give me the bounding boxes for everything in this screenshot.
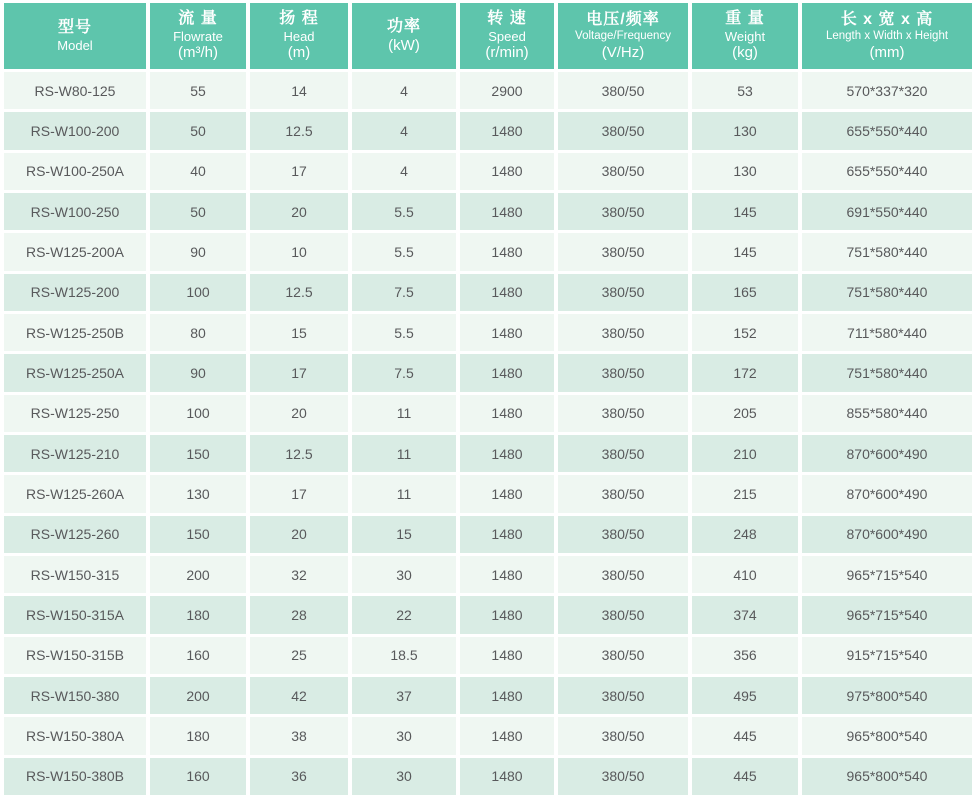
cell-head: 36 [250, 758, 348, 795]
cell-flowrate: 80 [150, 314, 246, 351]
cell-model: RS-W150-380B [4, 758, 146, 795]
cell-weight: 445 [692, 717, 798, 754]
cell-model: RS-W125-200A [4, 233, 146, 270]
header-en-label: Head [283, 28, 315, 44]
cell-voltage: 380/50 [558, 274, 688, 311]
cell-voltage: 380/50 [558, 556, 688, 593]
cell-dimensions: 751*580*440 [802, 354, 972, 391]
cell-speed: 1480 [460, 233, 554, 270]
cell-speed: 1480 [460, 314, 554, 351]
cell-voltage: 380/50 [558, 112, 688, 149]
cell-speed: 1480 [460, 475, 554, 512]
cell-dimensions: 965*800*540 [802, 758, 972, 795]
cell-voltage: 380/50 [558, 475, 688, 512]
header-en-label: Speed [488, 28, 526, 44]
cell-voltage: 380/50 [558, 395, 688, 432]
cell-flowrate: 90 [150, 233, 246, 270]
cell-weight: 410 [692, 556, 798, 593]
cell-weight: 374 [692, 596, 798, 633]
cell-voltage: 380/50 [558, 758, 688, 795]
cell-model: RS-W125-250 [4, 395, 146, 432]
cell-head: 12.5 [250, 435, 348, 472]
cell-speed: 1480 [460, 153, 554, 190]
cell-head: 20 [250, 193, 348, 230]
cell-dimensions: 870*600*490 [802, 435, 972, 472]
cell-voltage: 380/50 [558, 72, 688, 109]
table-row [4, 475, 972, 512]
cell-head: 20 [250, 516, 348, 553]
table-row [4, 153, 972, 190]
cell-model: RS-W150-315B [4, 637, 146, 674]
cell-model: RS-W125-200 [4, 274, 146, 311]
cell-head: 15 [250, 314, 348, 351]
header-zh-label: 功率 [386, 17, 421, 35]
cell-head: 42 [250, 677, 348, 714]
table-row [4, 758, 972, 795]
cell-head: 17 [250, 354, 348, 391]
cell-head: 17 [250, 153, 348, 190]
cell-weight: 165 [692, 274, 798, 311]
cell-model: RS-W125-260A [4, 475, 146, 512]
header-en-label: Length x Width x Height [825, 29, 949, 42]
table-row [4, 112, 972, 149]
cell-speed: 1480 [460, 717, 554, 754]
cell-dimensions: 751*580*440 [802, 233, 972, 270]
header-zh-label: 重 量 [725, 9, 765, 27]
cell-flowrate: 180 [150, 596, 246, 633]
column-header-flowrate [150, 3, 246, 69]
table-body [4, 72, 972, 795]
cell-dimensions: 711*580*440 [802, 314, 972, 351]
cell-speed: 1480 [460, 354, 554, 391]
cell-voltage: 380/50 [558, 354, 688, 391]
table-row [4, 395, 972, 432]
cell-flowrate: 160 [150, 637, 246, 674]
cell-voltage: 380/50 [558, 677, 688, 714]
cell-model: RS-W100-200 [4, 112, 146, 149]
cell-dimensions: 965*715*540 [802, 596, 972, 633]
cell-head: 28 [250, 596, 348, 633]
cell-dimensions: 751*580*440 [802, 274, 972, 311]
header-unit-label: (r/min) [485, 44, 529, 62]
header-zh-label: 转 速 [487, 9, 527, 27]
cell-weight: 130 [692, 153, 798, 190]
cell-head: 25 [250, 637, 348, 674]
cell-speed: 1480 [460, 556, 554, 593]
cell-speed: 1480 [460, 596, 554, 633]
header-unit-label: (kg) [732, 44, 758, 62]
cell-dimensions: 965*715*540 [802, 556, 972, 593]
header-zh-label: 扬 程 [279, 9, 319, 27]
cell-dimensions: 570*337*320 [802, 72, 972, 109]
header-row [4, 3, 972, 69]
header-unit-label: (mm) [869, 43, 905, 61]
cell-power: 5.5 [352, 193, 456, 230]
table-row [4, 274, 972, 311]
column-header-weight [692, 3, 798, 69]
cell-model: RS-W150-315 [4, 556, 146, 593]
cell-flowrate: 200 [150, 677, 246, 714]
cell-weight: 248 [692, 516, 798, 553]
cell-speed: 1480 [460, 193, 554, 230]
cell-model: RS-W100-250A [4, 153, 146, 190]
cell-power: 30 [352, 556, 456, 593]
cell-power: 11 [352, 475, 456, 512]
cell-model: RS-W125-260 [4, 516, 146, 553]
cell-flowrate: 50 [150, 193, 246, 230]
cell-power: 15 [352, 516, 456, 553]
cell-speed: 1480 [460, 677, 554, 714]
cell-head: 38 [250, 717, 348, 754]
header-unit-label: (m³/h) [178, 44, 218, 62]
cell-weight: 205 [692, 395, 798, 432]
cell-dimensions: 655*550*440 [802, 112, 972, 149]
cell-model: RS-W125-250A [4, 354, 146, 391]
table-row [4, 193, 972, 230]
cell-model: RS-W150-315A [4, 596, 146, 633]
header-unit-label: (m) [287, 44, 311, 62]
column-header-voltage [558, 3, 688, 69]
cell-flowrate: 90 [150, 354, 246, 391]
cell-flowrate: 100 [150, 395, 246, 432]
cell-dimensions: 870*600*490 [802, 516, 972, 553]
cell-speed: 1480 [460, 112, 554, 149]
cell-dimensions: 691*550*440 [802, 193, 972, 230]
cell-flowrate: 130 [150, 475, 246, 512]
header-en-label: Flowrate [173, 28, 223, 44]
column-header-head [250, 3, 348, 69]
cell-weight: 152 [692, 314, 798, 351]
cell-weight: 145 [692, 193, 798, 230]
table-header [4, 3, 972, 69]
cell-weight: 445 [692, 758, 798, 795]
cell-power: 18.5 [352, 637, 456, 674]
cell-power: 30 [352, 717, 456, 754]
cell-flowrate: 150 [150, 516, 246, 553]
cell-flowrate: 55 [150, 72, 246, 109]
table-row [4, 717, 972, 754]
cell-voltage: 380/50 [558, 717, 688, 754]
cell-dimensions: 915*715*540 [802, 637, 972, 674]
cell-dimensions: 975*800*540 [802, 677, 972, 714]
cell-voltage: 380/50 [558, 193, 688, 230]
cell-speed: 1480 [460, 516, 554, 553]
cell-power: 4 [352, 72, 456, 109]
cell-head: 32 [250, 556, 348, 593]
table-row [4, 435, 972, 472]
cell-weight: 215 [692, 475, 798, 512]
cell-weight: 130 [692, 112, 798, 149]
cell-voltage: 380/50 [558, 314, 688, 351]
cell-head: 12.5 [250, 274, 348, 311]
cell-dimensions: 655*550*440 [802, 153, 972, 190]
cell-weight: 53 [692, 72, 798, 109]
table-row [4, 677, 972, 714]
cell-model: RS-W100-250 [4, 193, 146, 230]
table-row [4, 516, 972, 553]
cell-speed: 1480 [460, 758, 554, 795]
cell-voltage: 380/50 [558, 435, 688, 472]
cell-head: 10 [250, 233, 348, 270]
cell-speed: 2900 [460, 72, 554, 109]
header-zh-label: 电压/频率 [586, 10, 660, 28]
cell-dimensions: 965*800*540 [802, 717, 972, 754]
cell-power: 37 [352, 677, 456, 714]
table-row [4, 596, 972, 633]
header-zh-label: 型号 [57, 19, 92, 37]
header-zh-label: 长 x 宽 x 高 [840, 10, 934, 28]
cell-power: 11 [352, 395, 456, 432]
table-row [4, 354, 972, 391]
cell-power: 11 [352, 435, 456, 472]
cell-speed: 1480 [460, 274, 554, 311]
cell-head: 17 [250, 475, 348, 512]
header-zh-label: 流 量 [178, 9, 218, 27]
column-header-power [352, 3, 456, 69]
cell-model: RS-W125-210 [4, 435, 146, 472]
cell-model: RS-W150-380A [4, 717, 146, 754]
cell-power: 7.5 [352, 354, 456, 391]
cell-speed: 1480 [460, 395, 554, 432]
cell-model: RS-W150-380 [4, 677, 146, 714]
cell-power: 7.5 [352, 274, 456, 311]
cell-voltage: 380/50 [558, 153, 688, 190]
cell-dimensions: 855*580*440 [802, 395, 972, 432]
column-header-model [4, 3, 146, 69]
cell-weight: 172 [692, 354, 798, 391]
cell-voltage: 380/50 [558, 637, 688, 674]
table-row [4, 637, 972, 674]
header-unit-label: (kW) [388, 36, 420, 54]
cell-speed: 1480 [460, 637, 554, 674]
cell-flowrate: 160 [150, 758, 246, 795]
cell-voltage: 380/50 [558, 233, 688, 270]
header-en-label: Model [57, 38, 93, 54]
table-row [4, 233, 972, 270]
table-row [4, 72, 972, 109]
cell-model: RS-W125-250B [4, 314, 146, 351]
cell-power: 5.5 [352, 233, 456, 270]
cell-flowrate: 180 [150, 717, 246, 754]
cell-model: RS-W80-125 [4, 72, 146, 109]
table-row [4, 556, 972, 593]
cell-power: 22 [352, 596, 456, 633]
table-row [4, 314, 972, 351]
cell-head: 20 [250, 395, 348, 432]
cell-dimensions: 870*600*490 [802, 475, 972, 512]
cell-flowrate: 50 [150, 112, 246, 149]
header-unit-label: (V/Hz) [601, 43, 645, 61]
cell-power: 5.5 [352, 314, 456, 351]
column-header-speed [460, 3, 554, 69]
cell-flowrate: 100 [150, 274, 246, 311]
header-en-label: Voltage/Frequency [575, 29, 671, 42]
column-header-dimensions [802, 3, 972, 69]
cell-power: 4 [352, 153, 456, 190]
cell-flowrate: 200 [150, 556, 246, 593]
cell-weight: 356 [692, 637, 798, 674]
cell-speed: 1480 [460, 435, 554, 472]
cell-power: 30 [352, 758, 456, 795]
cell-power: 4 [352, 112, 456, 149]
header-en-label: Weight [724, 28, 766, 44]
cell-head: 14 [250, 72, 348, 109]
cell-flowrate: 150 [150, 435, 246, 472]
cell-weight: 210 [692, 435, 798, 472]
cell-weight: 495 [692, 677, 798, 714]
cell-flowrate: 40 [150, 153, 246, 190]
cell-voltage: 380/50 [558, 516, 688, 553]
cell-head: 12.5 [250, 112, 348, 149]
cell-weight: 145 [692, 233, 798, 270]
cell-voltage: 380/50 [558, 596, 688, 633]
